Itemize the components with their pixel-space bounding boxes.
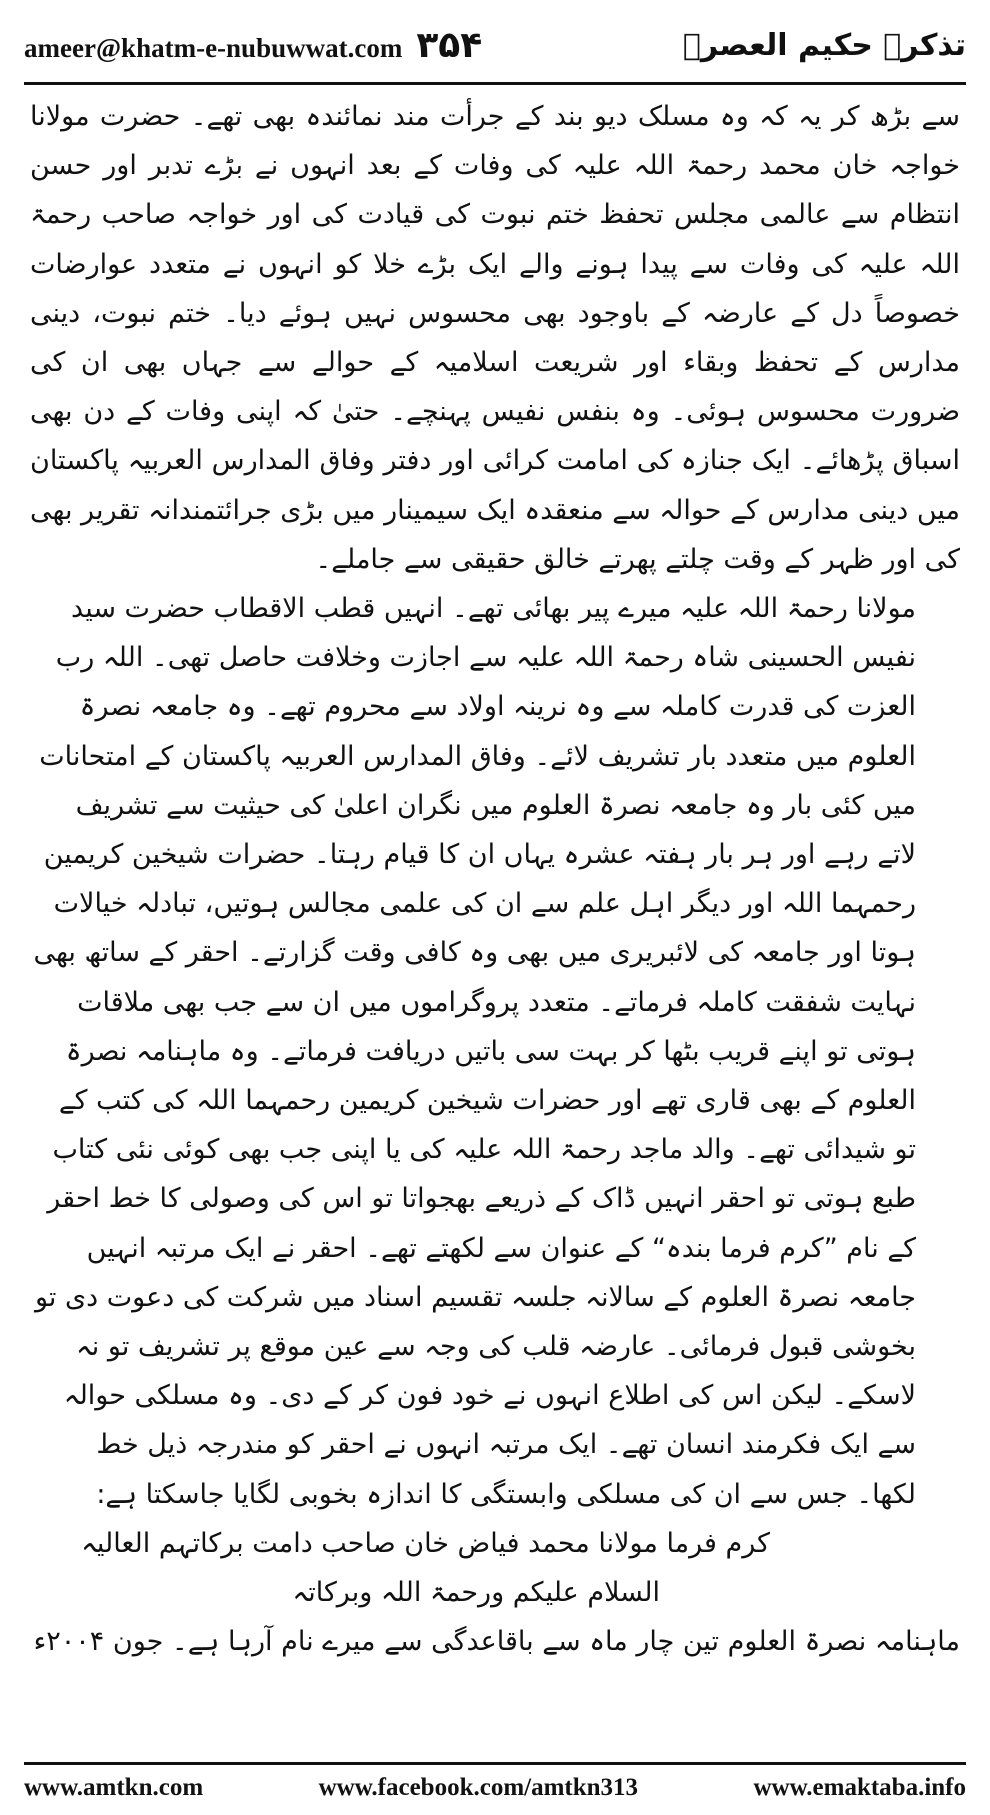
page-header [24, 14, 966, 76]
header-rule [24, 82, 966, 85]
page-footer [24, 1770, 966, 1806]
paragraph-2: مولانا رحمۃ اللہ علیہ میرے پیر بھائی تھے۔ انہیں قطب الاقطاب حضرت سید نفیس الحسینی شاہ رحمۃ اللہ علیہ سے اجازت وخلافت حاصل تھی۔ اللہ رب العزت کی قدرت کاملہ سے وہ نرینہ اولاد سے محروم تھے۔ وہ جامعہ نصرۃ العلوم میں متعدد بار تشریف لائے۔ وفاق المدارس العربیہ پاکستان کے امتحانات میں کئی بار وہ جامعہ نصرۃ العلوم میں نگران اعلیٰ کی حیثیت سے تشریف لاتے رہے اور ہر بار ہفتہ عشرہ یہاں ان کا قیام رہتا۔ حضرات شیخین کریمین رحمہما اللہ اور دیگر اہل علم سے ان کی علمی مجالس ہوتیں، تبادلہ خیالات ہوتا اور جامعہ کی لائبریری میں بھی وہ کافی وقت گزارتے۔ احقر کے ساتھ بھی نہایت شفقت کاملہ فرماتے۔ متعدد پروگراموں میں ان سے جب بھی ملاقات ہوتی تو اپنے قریب بٹھا کر بہت سی باتیں دریافت فرماتے۔ وہ ماہنامہ نصرۃ العلوم کے بھی قاری تھے اور حضرات شیخین کریمین رحمہما اللہ کی کتب کے تو شیدائی تھے۔ والد ماجد رحمۃ اللہ علیہ کی یا اپنی جب بھی کوئی نئی کتاب طبع ہوتی تو احقر انہیں ڈاک کے ذریعے بھجواتا تو اس کی وصولی کا خط احقر کے نام ”کرم فرما بندہ“ کے عنوان سے لکھتے تھے۔ احقر نے ایک مرتبہ انہیں جامعہ نصرۃ العلوم کے سالانہ جلسہ تقسیم اسناد میں شرکت کی دعوت دی تو بخوشی قبول فرمائی۔ عارضہ قلب کی وجہ سے عین موقع پر تشریف تو نہ لاسکے۔ لیکن اس کی اطلاع انہوں نے خود فون کر کے دی۔ وہ مسلکی حوالہ سے ایک فکرمند انسان تھے۔ ایک مرتبہ انہوں نے احقر کو مندرجہ ذیل خط لکھا۔ جس سے ان کی مسلکی وابستگی کا اندازہ بخوبی لگایا جاسکتا ہے: [33, 593, 916, 1510]
paragraph-1: سے بڑھ کر یہ کہ وہ مسلک دیو بند کے جرأت مند نمائندہ بھی تھے۔ حضرت مولانا خواجہ خان محمد رحمۃ اللہ علیہ کی وفات کے بعد انہوں نے بڑے تدبر اور حسن انتظام سے عالمی مجلس تحفظ ختم نبوت کی قیادت کی اور خواجہ صاحب رحمۃ اللہ علیہ کی وفات سے پیدا ہونے والے ایک بڑے خلا کو انہوں نے متعدد عوارضات خصوصاً دل کے عارضہ کے باوجود بھی محسوس نہیں ہوئے دیا۔ ختم نبوت، دینی مدارس کے تحفظ وبقاء اور شریعت اسلامیہ کے حوالے سے جہاں بھی ان کی ضرورت محسوس ہوئی۔ وہ بنفس نفیس پہنچے۔ حتیٰ کہ اپنی وفات کے دن بھی اسباق پڑھائے۔ ایک جنازہ کی امامت کرائی اور دفتر وفاق المدارس العربیہ پاکستان میں دینی مدارس کے حوالہ سے منعقدہ ایک سیمینار میں بڑی جرائتمندانہ تقریر بھی کی اور ظہر کے وقت چلتے پھرتے خالق حقیقی سے جاملے۔ [30, 101, 960, 575]
page-number: ۳۵۴ [416, 24, 483, 66]
letter-line: ماہنامہ نصرۃ العلوم تین چار ماہ سے باقاعدگی سے میرے نام آرہا ہے۔ جون ۲۰۰۴ء [33, 1626, 960, 1658]
page-body [30, 92, 960, 1752]
header-left-group [24, 25, 482, 66]
letter-salutation: کرم فرما مولانا محمد فیاض خان صاحب دامت برکاتہم العالیہ [81, 1527, 770, 1559]
footer-link-facebook[interactable]: www.facebook.com/amtkn313 [318, 1774, 639, 1801]
footer-link-amtkn[interactable]: www.amtkn.com [24, 1774, 204, 1801]
letter-greeting: السلام علیکم ورحمۃ اللہ وبرکاتہ [292, 1577, 660, 1609]
book-title: تذکرہ حکیم العصرؒ [682, 27, 966, 63]
footer-link-emaktaba[interactable]: www.emaktaba.info [753, 1774, 966, 1801]
header-email[interactable]: ameer@khatm-e-nubuwwat.com [24, 32, 403, 63]
footer-rule [24, 1762, 966, 1765]
